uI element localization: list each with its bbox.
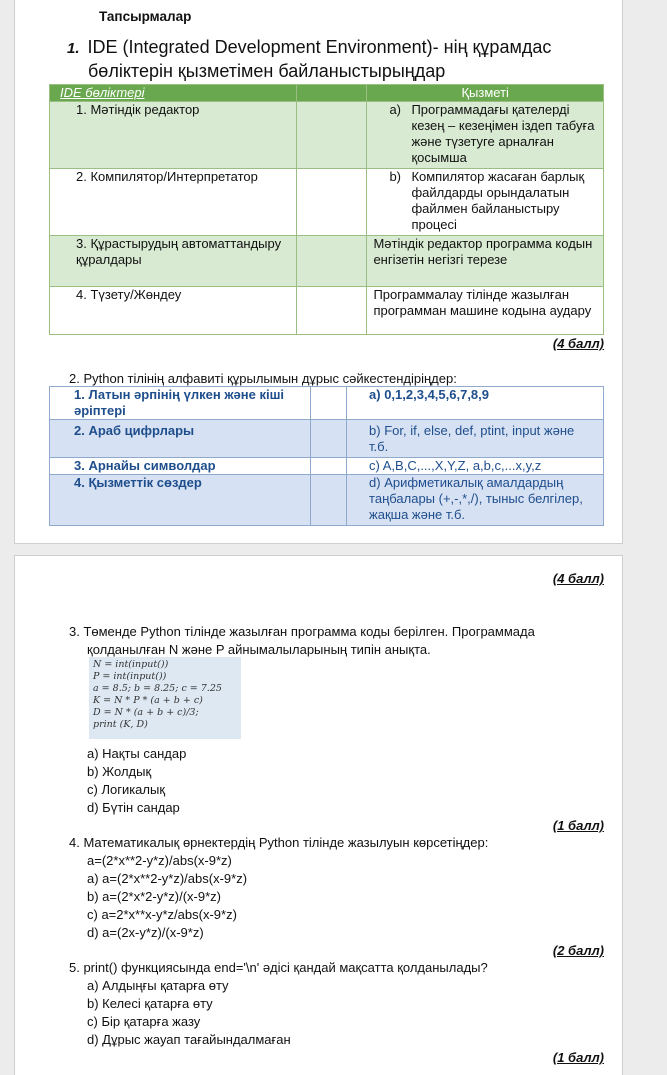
table-row (50, 102, 604, 169)
answer-cell (310, 387, 346, 420)
question-1-title (67, 36, 607, 82)
question-4-score: (2 балл) (552, 943, 604, 958)
header-blank (296, 85, 367, 102)
answer-option: a) Алдыңғы қатарға өту (87, 978, 229, 993)
row-left-cell: 2. Компилятор/Интерпретатор (50, 169, 297, 236)
answer-option: a) a=(2*x**2-y*z)/abs(x-9*z) (87, 871, 248, 886)
table-row (50, 458, 604, 475)
row-left-cell: 4. Түзету/Жөндеу (50, 287, 297, 335)
row-right-cell: Программалау тілінде жазылған программан машине кодына аудару (367, 287, 604, 335)
code-line: a = 8.5; b = 8.25; c = 7.25 (93, 683, 222, 694)
answer-option: c) Бір қатарға жазу (87, 1014, 201, 1029)
table-row (50, 475, 604, 526)
answer-option: b) a=(2*x*2-y*z)/(x-9*z) (87, 889, 222, 904)
worksheet-page-2 (14, 555, 623, 1075)
header-components-label: бөліктері (81, 85, 145, 100)
page2-score-top: (4 балл) (552, 571, 604, 586)
answer-option: a) Нақты сандар (87, 746, 187, 761)
code-snippet-image (89, 657, 241, 739)
row-left-cell: 1. Мәтіндік редактор (50, 102, 297, 169)
row-right-cell (367, 169, 604, 236)
answer-option: c) a=2*x**x-y*z/abs(x-9*z) (87, 907, 237, 922)
row-left-cell: 1. Латын әрпінің үлкен және кіші әріптері (50, 387, 311, 420)
question-3-score: (1 балл) (552, 818, 604, 833)
table-row (50, 287, 604, 335)
code-line: P = int(input()) (93, 671, 167, 682)
table-row (50, 169, 604, 236)
table-header-row (50, 85, 604, 102)
option-text: Программадағы қателерді кезең – кезеңімен іздеп табуға және түзетуге арналған қосымша (411, 102, 595, 165)
answer-option: d) Бүтін сандар (87, 800, 180, 815)
code-line: print (K, D) (93, 719, 148, 730)
table-row (50, 420, 604, 458)
code-line: D = N * (a + b + c)/3; (93, 707, 199, 718)
question-3-line1: 3. Төменде Python тілінде жазылған программа коды берілген. Программада (69, 624, 535, 639)
row-right-cell: c) A,B,C,...,X,Y,Z, a,b,c,...x,y,z (347, 458, 604, 475)
answer-cell (296, 102, 367, 169)
row-right-cell: a) 0,1,2,3,4,5,6,7,8,9 (347, 387, 604, 420)
row-right-cell (367, 102, 604, 169)
header-ide-label: IDE (60, 85, 82, 100)
row-left-cell: 3. Құрастырудың автоматтандыру құралдары (50, 236, 297, 287)
table-row (50, 236, 604, 287)
header-functions: Қызметі (367, 85, 604, 102)
row-right-cell: Мәтіндік редактор программа кодын енгізетін негізгі терезе (367, 236, 604, 287)
question-3-line2: қолданылған N және P айнымалыларының типін анықта. (87, 642, 431, 657)
answer-option: d) a=(2x-y*z)/(x-9*z) (87, 925, 204, 940)
answer-cell (310, 420, 346, 458)
worksheet-page-1 (14, 0, 623, 544)
answer-cell (296, 287, 367, 335)
question-4-options (87, 870, 247, 942)
code-line: K = N * P * (a + b + c) (93, 695, 203, 706)
answer-cell (310, 458, 346, 475)
answer-option: b) Келесі қатарға өту (87, 996, 213, 1011)
answer-cell (310, 475, 346, 526)
question-2-title: 2. Python тілінің алфавиті құрылымын дұрыс сәйкестендіріңдер: (69, 371, 457, 386)
option-key: a) (389, 102, 401, 117)
question-4-line1: 4. Математикалық өрнектердің Python тілінде жазылуын көрсетіңдер: (69, 835, 489, 850)
question-1-number: 1. (67, 40, 80, 57)
answer-option: c) Логикалық (87, 782, 166, 797)
question-5-score: (1 балл) (552, 1050, 604, 1065)
answer-option: b) Жолдық (87, 764, 152, 779)
question-3-options (87, 745, 186, 817)
question-1-title-line1: IDE (Integrated Development Environment)- нің құрамдас (87, 37, 552, 57)
question-4-text (69, 834, 609, 870)
question-3-text (69, 623, 609, 659)
option-text: Компилятор жасаған барлық файлдарды орындалатын файлмен байланыстыру процесі (411, 169, 585, 232)
question-4-line2: a=(2*x**2-y*z)/abs(x-9*z) (87, 853, 232, 868)
answer-cell (296, 236, 367, 287)
row-left-cell: 4. Қызметтік сөздер (50, 475, 311, 526)
question-2-matching-table (49, 386, 604, 526)
question-5-options (87, 977, 291, 1049)
row-left-cell: 3. Арнайы символдар (50, 458, 311, 475)
section-heading: Тапсырмалар (99, 9, 192, 24)
header-components (50, 85, 297, 102)
option-key: b) (389, 169, 401, 184)
answer-cell (296, 169, 367, 236)
row-right-cell: b) For, if, else, def, ptint, input және т.б. (347, 420, 604, 458)
question-5-text: 5. print() функциясында end='\n' әдісі қандай мақсатта қолданылады? (69, 960, 488, 975)
question-1-matching-table (49, 84, 604, 335)
code-line: N = int(input()) (93, 659, 169, 670)
row-right-cell: d) Арифметикалық амалдардың таңбалары (+,-,*,/), тыныс белгілер, жақша және т.б. (347, 475, 604, 526)
row-left-cell: 2. Араб цифрлары (50, 420, 311, 458)
question-1-score: (4 балл) (552, 336, 604, 351)
answer-option: d) Дұрыс жауап тағайындалмаған (87, 1032, 291, 1047)
table-row (50, 387, 604, 420)
question-1-title-line2: бөліктерін қызметімен байланыстырыңдар (88, 61, 446, 81)
